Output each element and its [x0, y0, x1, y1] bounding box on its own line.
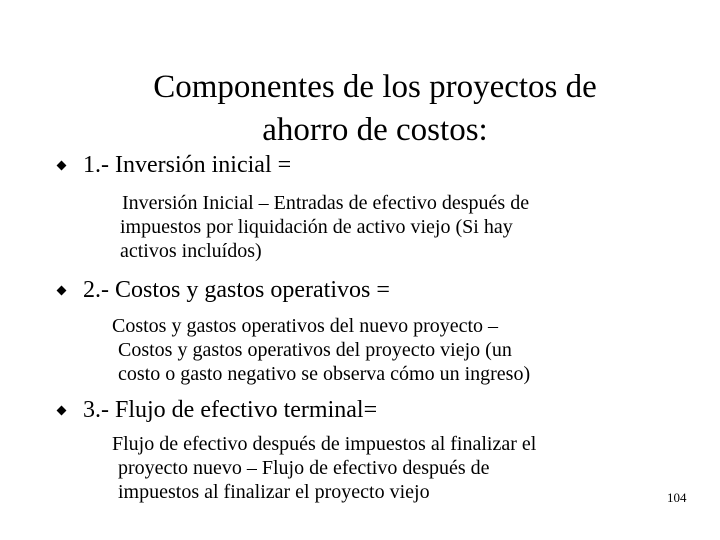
bullet-body-2-line-1: Costos y gastos operativos del nuevo proyecto – — [112, 315, 499, 337]
bullet-body-2-line-2: Costos y gastos operativos del proyecto viejo (un — [118, 339, 512, 361]
diamond-bullet-icon — [57, 405, 67, 415]
bullet-item-1 — [58, 151, 291, 179]
bullet-body-2 — [112, 314, 530, 386]
bullet-body-3 — [112, 432, 536, 504]
bullet-body-1-line-2: impuestos por liquidación de activo viejo (Si hay — [120, 216, 513, 238]
bullet-body-3-line-2: proyecto nuevo – Flujo de efectivo después de — [118, 457, 490, 479]
bullet-item-3 — [58, 396, 377, 424]
bullet-body-1 — [120, 191, 529, 263]
bullet-body-2-line-3: costo o gasto negativo se observa cómo un ingreso) — [118, 363, 531, 385]
bullet-heading-3: 3.- Flujo de efectivo terminal= — [83, 397, 378, 423]
diamond-bullet-icon — [57, 160, 67, 170]
bullet-body-3-line-3: impuestos al finalizar el proyecto viejo — [118, 481, 430, 503]
slide-title-line-2: ahorro de costos: — [262, 112, 488, 148]
slide-title — [0, 66, 720, 152]
bullet-item-2 — [58, 276, 390, 304]
bullet-body-3-line-1: Flujo de efectivo después de impuestos al finalizar el — [112, 433, 537, 455]
slide-title-line-1: Componentes de los proyectos de — [153, 69, 597, 105]
bullet-heading-2: 2.- Costos y gastos operativos = — [83, 277, 390, 303]
slide-number: 104 — [667, 490, 687, 505]
bullet-body-1-line-1: Inversión Inicial – Entradas de efectivo después de — [122, 192, 530, 214]
diamond-bullet-icon — [57, 285, 67, 295]
bullet-heading-1: 1.- Inversión inicial = — [83, 152, 292, 178]
bullet-body-1-line-3: activos incluídos) — [120, 240, 262, 262]
